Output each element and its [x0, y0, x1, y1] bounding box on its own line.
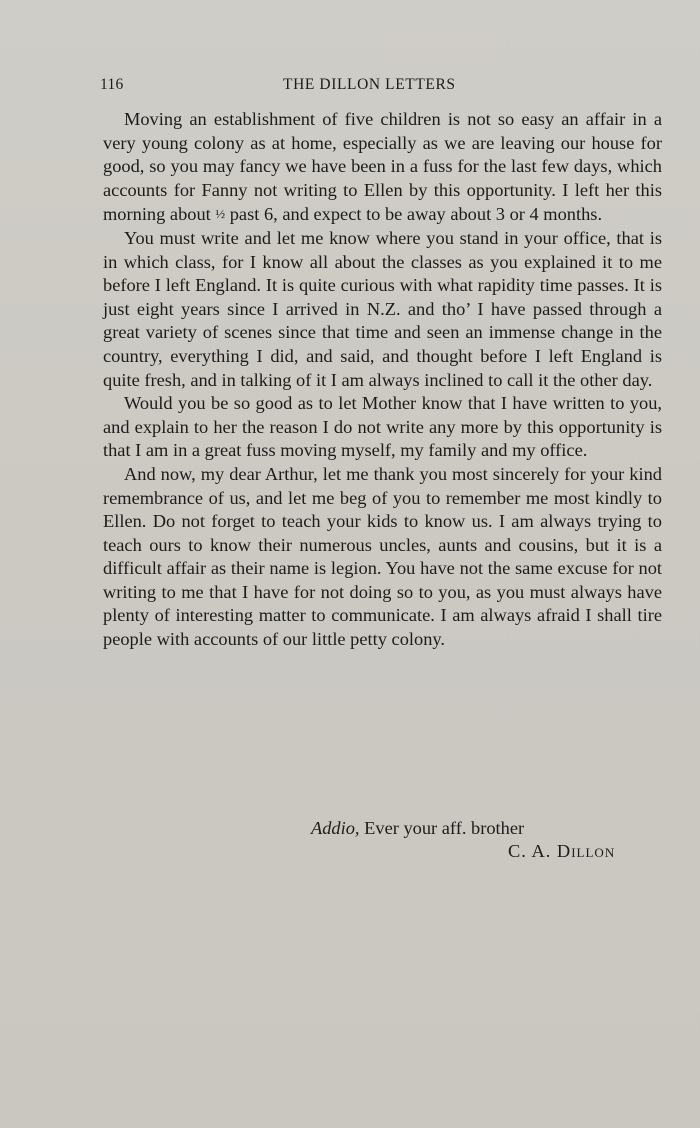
paragraph-1-text-start: Moving an establishment of five children is not so easy an affair in a very young colony as at home, especially as we are leaving our house for good, so you may fancy we have been in a fuss for the last few days, which accounts for Fanny not writing to Ellen by this opportunity. I left her this morning about — [103, 109, 662, 225]
closing-text: Ever your aff. brother — [364, 818, 525, 838]
letter-closing — [311, 816, 524, 840]
signature-surname-rest: illon — [571, 841, 616, 861]
signature-initials: C. A. D — [508, 841, 572, 861]
running-header — [100, 76, 662, 98]
paragraph-1 — [103, 108, 662, 227]
running-title: THE DILLON LETTERS — [283, 76, 456, 93]
paragraph-1-text-end: past 6, and expect to be away about 3 or 4 months. — [225, 204, 603, 225]
paragraph-2: You must write and let me know where you stand in your office, that is in which class, for I know all about the classes as you explained it to me before I left England. It is quite curious with what rapidity time passes. It is just eight years since I arrived in N.Z. and tho’ I have passed through a great variety of scenes since that time and seen an immense change in the country, everything I did, and said, and thought before I left England is quite fresh, and in talking of it I am always inclined to call it the other day. — [103, 227, 662, 390]
paragraph-4: And now, my dear Arthur, let me thank you most sincerely for your kind remembrance of us, and let me beg of you to remember me most kindly to Ellen. Do not forget to teach your kids to know us. I am always trying to teach ours to know their numerous uncles, aunts and cousins, but it is a difficult affair as their name is legion. You have not the same excuse for not writing to me that I have for not doing so to you, as you must always have plenty of interesting matter to communicate. I am always afraid I shall tire people with accounts of our little petty colony. — [103, 463, 662, 650]
half-fraction: ½ — [215, 206, 226, 222]
letter-signature — [508, 841, 615, 862]
page-number: 116 — [100, 76, 124, 93]
paragraph-3: Would you be so good as to let Mother know that I have written to you, and explain to her the reason I do not write any more by this opportunity is that I am in a great fuss moving myself, my family and my office. — [103, 393, 662, 461]
letter-body — [103, 108, 662, 652]
closing-valediction: Addio, — [311, 818, 360, 838]
